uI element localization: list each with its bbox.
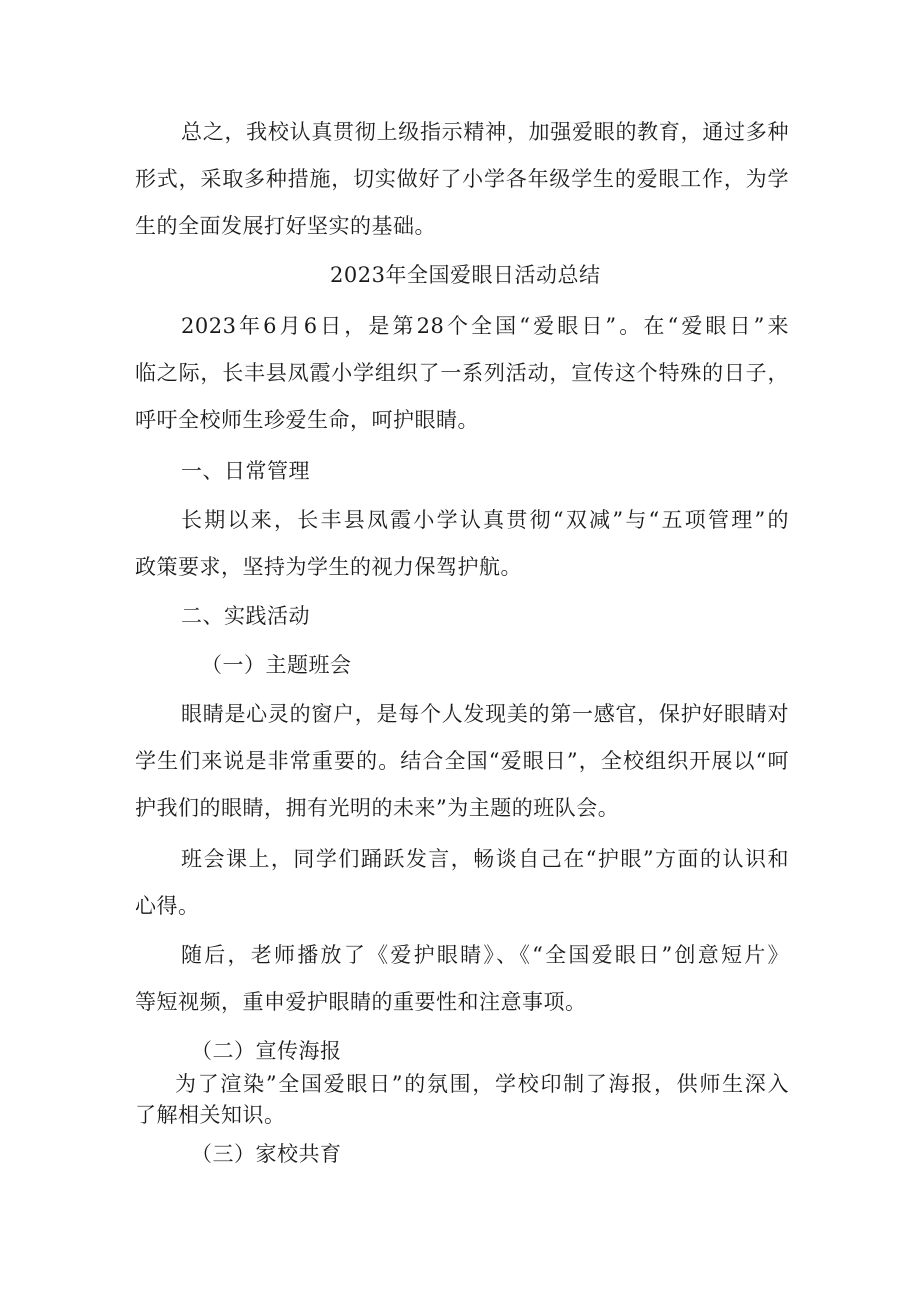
subheading-theme-class-meeting: （一）主题班会: [201, 653, 352, 677]
paragraph-line: 长期以来，长丰县凤霞小学认真贯彻“双减”与“五项管理”的: [181, 508, 789, 532]
paragraph-line: 生的全面发展打好坚实的基础。: [135, 214, 436, 238]
section-title: 2023年全国爱眼日活动总结: [330, 263, 601, 287]
subheading-publicity-poster: （二）宣传海报: [191, 1039, 342, 1063]
paragraph-line: 随后，老师播放了《爱护眼睛》、《“全国爱眼日”创意短片》: [181, 943, 789, 967]
paragraph-line: 心得。: [135, 894, 200, 918]
paragraph-line: 班会课上，同学们踊跃发言，畅谈自己在“护眼”方面的认识和: [181, 847, 789, 871]
paragraph-line: 政策要求，坚持为学生的视力保驾护航。: [135, 555, 522, 579]
paragraph-line: 形式，采取多种措施，切实做好了小学各年级学生的爱眼工作，为学: [135, 167, 789, 191]
paragraph-line: 学生们来说是非常重要的。结合全国“爱眼日”，全校组织开展以“呵: [135, 749, 789, 773]
heading-daily-management: 一、日常管理: [181, 459, 310, 483]
paragraph-line: 为了渲染”全国爱眼日”的氛围，学校印制了海报，供师生深入: [175, 1072, 789, 1096]
paragraph-line: 护我们的眼睛，拥有光明的未来”为主题的班队会。: [135, 796, 620, 820]
subheading-home-school: （三）家校共育: [191, 1142, 342, 1166]
paragraph-line: 呼吁全校师生珍爱生命，呵护眼睛。: [135, 408, 479, 432]
paragraph-line: 眼睛是心灵的窗户，是每个人发现美的第一感官，保护好眼睛对: [181, 702, 789, 726]
paragraph-line: 临之际，长丰县凤霞小学组织了一系列活动，宣传这个特殊的日子，: [135, 361, 789, 385]
paragraph-line: 2023年6月6日，是第28个全国“爱眼日”。在“爱眼日”来: [181, 314, 789, 338]
paragraph-line: 了解相关知识。: [135, 1103, 286, 1127]
paragraph-line: 总之，我校认真贯彻上级指示精神，加强爱眼的教育，通过多种: [181, 120, 789, 144]
paragraph-line: 等短视频，重申爱护眼睛的重要性和注意事项。: [135, 990, 587, 1014]
heading-practice-activities: 二、实践活动: [181, 604, 310, 628]
